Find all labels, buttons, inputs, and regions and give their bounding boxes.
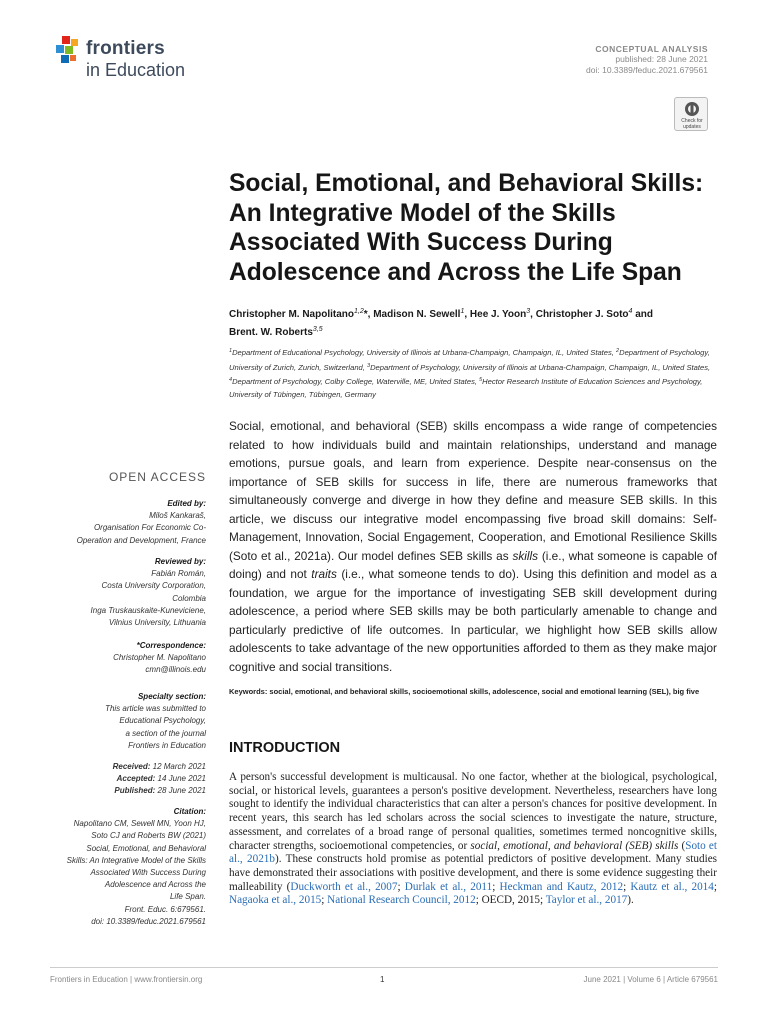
citation-link[interactable]: Nagaoka et al., 2015 xyxy=(229,894,322,907)
body-text: ). xyxy=(627,894,634,907)
keywords: Keywords: social, emotional, and behavioral skills, socioemotional skills, adolescence, social and emotional learning (SEL), big five xyxy=(229,687,700,696)
affil-text: Department of Psychology, University of Illinois at Urbana-Champaign, Champaign, IL, United States, xyxy=(370,362,711,372)
affil-sup: 4 xyxy=(229,377,233,383)
author-list: Christopher M. Napolitano$^{1,2}$*, Madison N. Sewell$^1$, Hee J. Yoon$^3$, Christopher J. Soto$^4$ and Brent. W. Roberts$^{3,5}$ xyxy=(229,308,653,338)
page-number: 1 xyxy=(380,975,385,984)
accepted-value: 14 June 2021 xyxy=(155,774,206,784)
open-access-label: OPEN ACCESS xyxy=(108,470,206,484)
body-text: ; xyxy=(713,880,717,893)
check-for-updates-label: Check for updates xyxy=(681,118,703,130)
author-name[interactable]: Madison N. Sewell xyxy=(373,309,461,320)
citation-link[interactable]: Heckman and Kautz, 2012 xyxy=(499,880,624,893)
affil-text: Hector Research Institute of Education Sciences and Psychology, University of Tübingen, Tübingen, Germany xyxy=(229,377,703,399)
reviewer-line: Colombia xyxy=(172,593,206,603)
body-text: ; xyxy=(397,880,405,893)
accepted-label: Accepted: xyxy=(116,774,156,784)
correspondence-label: *Correspondence: xyxy=(136,641,206,650)
journal-name-line1: frontiers xyxy=(86,38,165,59)
published-value: 28 June 2021 xyxy=(155,786,206,796)
body-text: ; OECD, 2015; xyxy=(475,894,546,907)
article-type: CONCEPTUAL ANALYSIS xyxy=(595,44,708,54)
citation-line: Napolitano CM, Sewell MN, Yoon HJ, xyxy=(73,819,206,829)
author-affil-sup: 4 xyxy=(628,308,633,315)
frontiers-logo-icon xyxy=(56,36,82,64)
section-heading-introduction: INTRODUCTION xyxy=(229,740,341,756)
citation-doi[interactable]: doi: 10.3389/feduc.2021.679561 xyxy=(91,916,206,926)
abstract-emphasis: traits xyxy=(311,567,337,581)
doi[interactable]: doi: 10.3389/feduc.2021.679561 xyxy=(586,65,708,75)
edited-by-label: Edited by: xyxy=(167,499,206,508)
affil-sup: 2 xyxy=(616,348,620,354)
author-name[interactable]: Christopher M. Napolitano xyxy=(229,309,354,320)
reviewer-line: Inga Truskauskaite-Kuneviciene, xyxy=(90,605,206,615)
received-date xyxy=(50,761,206,773)
abstract-text: (i.e., what someone tends to do). Using this definition and model as a foundation, we argue for the importance of investigating SEB skill development during adolescence, a period where SEB skills may be both particularly amenable to change and particularly predictive of life outcomes. In particular, we highlight how SEB skills allow adolescents to take advantage of the new opportunities afforded to them as they make major cognitive and social transitions. xyxy=(229,567,717,674)
correspondent-name: Christopher M. Napolitano xyxy=(113,653,206,663)
reviewer-line: Fabián Román, xyxy=(151,569,206,579)
published-date-side xyxy=(50,785,206,797)
author-affil-sup: 1 xyxy=(460,308,465,315)
body-text: ; xyxy=(492,880,500,893)
introduction-paragraph xyxy=(229,771,717,908)
affil-sup: 5 xyxy=(479,377,483,383)
affil-text: Department of Psychology, University of Zurich, Zurich, Switzerland, xyxy=(229,348,710,372)
footer-issue: June 2021 | Volume 6 | Article 679561 xyxy=(583,975,718,984)
published-label: Published: xyxy=(114,786,156,796)
footer-journal[interactable]: Frontiers in Education | www.frontiersin.org xyxy=(50,975,203,984)
author-name[interactable]: Hee J. Yoon xyxy=(469,309,527,320)
affil-text: Department of Educational Psychology, University of Illinois at Urbana-Champaign, Champaign, IL, United States, xyxy=(232,348,617,357)
affiliations xyxy=(229,345,715,401)
journal-logo xyxy=(56,34,206,82)
reviewed-by-block xyxy=(50,556,206,629)
check-for-updates-button[interactable] xyxy=(674,97,708,131)
citation-label: Citation: xyxy=(173,807,206,816)
author-affil-sup: 1,2 xyxy=(354,308,364,315)
edited-by-block xyxy=(50,498,206,547)
article-meta xyxy=(586,44,708,76)
article-title: Social, Emotional, and Behavioral Skills: An Integrative Model of the Skills Associated With Success During Adolescence and Across the Life Span xyxy=(229,170,704,286)
reviewer-line: Vilnius University, Lithuania xyxy=(108,618,206,628)
citation-line: Soto CJ and Roberts BW (2021) xyxy=(91,831,206,841)
reviewed-by-label: Reviewed by: xyxy=(154,557,206,566)
specialty-section-block xyxy=(50,691,206,752)
abstract-text: Social, emotional, and behavioral (SEB) skills encompass a wide range of competencies related to how individuals build and maintain relationships, understand and manage emotions, pursue goals, and learn from experience. Despite near-consensus on the importance of SEB skills for success in life, there are numerous frameworks that simultaneously converge and diverge in how they define and measure SEB skills. In this article, we discuss our integrative model encompassing five broad skill domains: Self-Management, Innovation, Social Engagement, Cooperation, and Emotional Resilience Skills (Soto et al., 2021a). Our model defines SEB skills as xyxy=(229,419,717,563)
editor-line: Organisation For Economic Co- xyxy=(93,523,206,533)
abstract-emphasis: skills xyxy=(512,548,538,563)
author-name[interactable]: Brent. W. Roberts xyxy=(229,326,313,338)
citation-line: Life Span. xyxy=(169,892,206,902)
editor-line: Miloš Kankaraš, xyxy=(149,511,206,521)
author-name[interactable]: Christopher J. Soto xyxy=(535,309,629,320)
dates-block xyxy=(50,761,206,798)
author-conjunction: and xyxy=(635,309,653,320)
abstract-text: (i.e., what someone is capable of doing) and not xyxy=(229,548,717,581)
abstract xyxy=(229,417,717,676)
specialty-section-label: Specialty section: xyxy=(137,692,206,701)
author-affil-sup: 3 xyxy=(526,308,531,315)
citation-line: Social, Emotional, and Behavioral xyxy=(86,843,206,853)
editor-line: Operation and Development, France xyxy=(76,535,206,545)
reviewer-line: Costa University Corporation, xyxy=(101,581,206,591)
journal-name-line2: in Education xyxy=(86,60,186,80)
author-affil-sup: 3,5 xyxy=(312,325,323,333)
correspondent-email[interactable]: cmn@illinois.edu xyxy=(145,665,206,675)
correspondence-block xyxy=(50,640,206,677)
specialty-line: Educational Psychology, xyxy=(119,716,206,726)
specialty-line: This article was submitted to xyxy=(105,704,206,714)
citation-link[interactable]: Durlak et al., 2011 xyxy=(404,880,493,893)
received-label: Received: xyxy=(112,762,151,771)
citation-line: Front. Educ. 6:679561. xyxy=(124,904,206,914)
published-date: published: 28 June 2021 xyxy=(615,54,708,64)
body-emphasis: social, emotional, and behavioral (SEB) skills xyxy=(470,839,679,852)
received-value: 12 March 2021 xyxy=(150,762,206,771)
citation-link[interactable]: National Research Council, 2012 xyxy=(327,894,476,907)
citation-line: Adolescence and Across the xyxy=(104,880,206,890)
specialty-line: Frontiers in Education xyxy=(128,740,206,750)
citation-block xyxy=(50,806,206,928)
citation-link[interactable]: Taylor et al., 2017 xyxy=(545,894,628,907)
body-text: ; xyxy=(321,894,328,907)
affil-text: Department of Psychology, Colby College, Waterville, ME, United States, xyxy=(232,377,480,386)
affil-sup: 1 xyxy=(229,348,233,354)
corresponding-mark: * xyxy=(363,309,368,320)
affil-sup: 3 xyxy=(367,362,371,369)
specialty-line: a section of the journal xyxy=(125,728,206,738)
body-text: A person's successful development is multicausal. No one factor, whether at the biological, psychological, social, or historical levels, guarantees a person's positive development. Nevertheless, researchers have long sought to identify the individual characteristics that can alter a person's chances for positive development. In recent years, this search has led scholars across the social sciences to investigate the nature, structure, assessment, and correlates of a broad range of personal qualities, sometimes termed noncognitive skills, character strengths, socioemotional competencies, or xyxy=(229,771,717,852)
citation-link[interactable]: Kautz et al., 2014 xyxy=(630,880,714,893)
citation-line: Skills: An Integrative Model of the Skills xyxy=(66,855,206,865)
accepted-date xyxy=(50,773,206,785)
crossmark-icon xyxy=(684,101,700,117)
body-text: ). These constructs hold promise as potential predictors of positive development. Many studies have demonstrated their associations with positive development, and there is some evidence suggesting their malleability ( xyxy=(229,853,718,893)
body-text: ; xyxy=(623,880,631,893)
citation-link[interactable]: Soto et al., 2021b xyxy=(229,839,717,866)
citation-link[interactable]: Duckworth et al., 2007 xyxy=(290,880,398,893)
citation-line: Associated With Success During xyxy=(90,868,206,878)
body-text: ( xyxy=(678,839,686,852)
footer-divider xyxy=(50,967,718,968)
